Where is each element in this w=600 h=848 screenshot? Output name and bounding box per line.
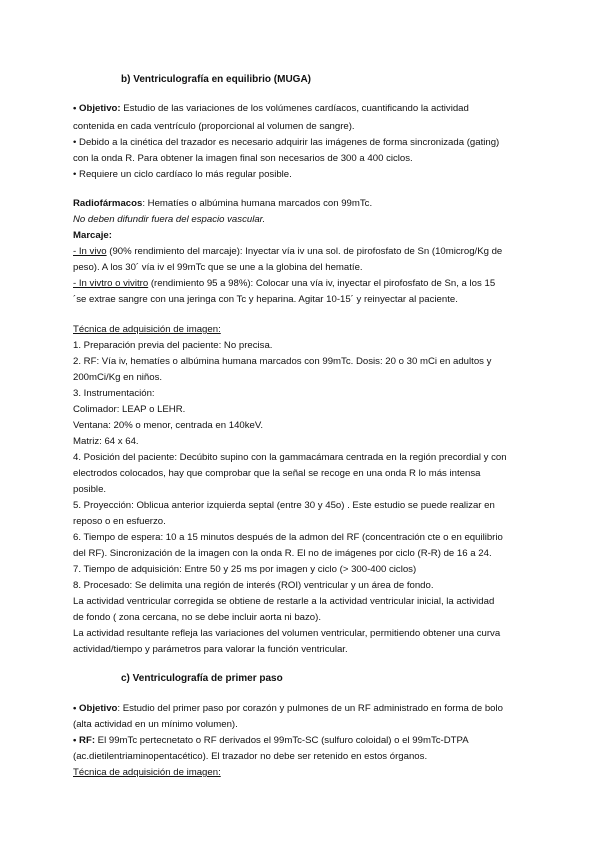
tecnica-item: Ventana: 20% o menor, centrada en 140keV. bbox=[73, 420, 264, 431]
fp-rf-label: • RF: bbox=[73, 735, 96, 746]
radiofarmacos-note: No deben difundir fuera del espacio vascular. bbox=[73, 214, 266, 225]
tecnica-item: 200mCi/Kg en niños. bbox=[73, 372, 163, 383]
radiofarmacos-line bbox=[73, 198, 543, 210]
section-heading-first-pass: c) Ventriculografía de primer paso bbox=[121, 673, 283, 684]
fp-objective-line bbox=[73, 703, 543, 715]
tecnica-item: 8. Procesado: Se delimita una región de interés (ROI) ventricular y un área de fondo. bbox=[73, 580, 434, 591]
invitro-cont: ´se extrae sangre con una jeringa con Tc y heparina. Agitar 10-15´ y reinyectar al paciente. bbox=[73, 294, 458, 305]
tecnica-item: 5. Proyección: Oblicua anterior izquierda septal (entre 30 y 45o) . Este estudio se puede realizar en bbox=[73, 500, 495, 511]
tecnica-item: reposo o en esfuerzo. bbox=[73, 516, 166, 527]
fp-objective-text: : Estudio del primer paso por corazón y pulmones de un RF administrado en forma de bolo bbox=[117, 703, 503, 714]
tecnica-heading: Técnica de adquisición de imagen: bbox=[73, 324, 221, 335]
radiofarmacos-label: Radiofármacos bbox=[73, 198, 143, 209]
invivo-text: (90% rendimiento del marcaje): Inyectar vía iv una sol. de pirofosfato de Sn (10microg/Kg de bbox=[106, 246, 503, 257]
tecnica-item: La actividad ventricular corregida se obtiene de restarle a la actividad ventricular inicial, la actividad bbox=[73, 596, 495, 607]
radiofarmacos-text: : Hematíes o albúmina humana marcados con 99mTc. bbox=[142, 198, 373, 209]
tecnica-item: 3. Instrumentación: bbox=[73, 388, 155, 399]
tecnica-item: de fondo ( zona cercana, no se debe incluir aorta ni bazo). bbox=[73, 612, 321, 623]
tecnica-item: posible. bbox=[73, 484, 107, 495]
tecnica-item: Matriz: 64 x 64. bbox=[73, 436, 139, 447]
tecnica-item: 1. Preparación previa del paciente: No precisa. bbox=[73, 340, 273, 351]
tecnica-item: actividad/tiempo y parámetros para valorar la función ventricular. bbox=[73, 644, 348, 655]
objective-line bbox=[73, 103, 543, 115]
fp-rf-line bbox=[73, 735, 543, 747]
objective-cont: contenida en cada ventrículo (proporcional al volumen de sangre). bbox=[73, 121, 355, 132]
tecnica-item: electrodos colocados, hay que comprobar que la señal se recoge en una onda R lo más intensa bbox=[73, 468, 481, 479]
invitro-label: - In vivtro o vivitro bbox=[73, 278, 149, 289]
tecnica-item: 2. RF: Vía iv, hematíes o albúmina humana marcados con 99mTc. Dosis: 20 o 30 mCi en adultos y bbox=[73, 356, 492, 367]
objective-label: • Objetivo: bbox=[73, 103, 121, 114]
invivo-cont: peso). A los 30´ vía iv el 99mTc que se une a la globina del hematíe. bbox=[73, 262, 363, 273]
fp-tecnica-heading: Técnica de adquisición de imagen: bbox=[73, 767, 221, 778]
tecnica-item: 4. Posición del paciente: Decúbito supino con la gammacámara centrada en la región precordial y con bbox=[73, 452, 507, 463]
tecnica-item: 7. Tiempo de adquisición: Entre 50 y 25 ms por imagen y ciclo (> 300-400 ciclos) bbox=[73, 564, 417, 575]
fp-objective-cont: (alta actividad en un mínimo volumen). bbox=[73, 719, 238, 730]
objective-text: Estudio de las variaciones de los volúmenes cardíacos, cuantificando la actividad bbox=[120, 103, 469, 114]
invitro-text: (rendimiento 95 a 98%): Colocar una vía iv, inyectar el pirofosfato de Sn, a los 15 bbox=[148, 278, 496, 289]
fp-rf-cont: (ac.dietilentriaminopentacético). El trazador no debe ser retenido en estos órganos. bbox=[73, 751, 428, 762]
bullet-gating-a: • Debido a la cinética del trazador es necesario adquirir las imágenes de forma sincronizada (gating) bbox=[73, 137, 500, 148]
marcaje-label: Marcaje: bbox=[73, 230, 112, 241]
fp-objective-label: • Objetivo bbox=[73, 703, 118, 714]
invitro-line bbox=[73, 278, 543, 290]
invivo-line bbox=[73, 246, 543, 258]
tecnica-item: 6. Tiempo de espera: 10 a 15 minutos después de la admon del RF (concentración cte o en equilibrio bbox=[73, 532, 503, 543]
section-heading-muga: b) Ventriculografía en equilibrio (MUGA) bbox=[121, 74, 312, 85]
invivo-label: - In vivo bbox=[73, 246, 107, 257]
bullet-regular-cycle: • Requiere un ciclo cardíaco lo más regular posible. bbox=[73, 169, 292, 180]
tecnica-item: del RF). Sincronización de la imagen con la onda R. El no de imágenes por ciclo (R-R) de 16 a 24. bbox=[73, 548, 492, 559]
fp-rf-text: El 99mTc pertecnetato o RF derivados el 99mTc-SC (sulfuro coloidal) o el 99mTc-DTPA bbox=[95, 735, 469, 746]
tecnica-item: Colimador: LEAP o LEHR. bbox=[73, 404, 186, 415]
tecnica-item: La actividad resultante refleja las variaciones del volumen ventricular, permitiendo obtener una curva bbox=[73, 628, 501, 639]
bullet-gating-b: con la onda R. Para obtener la imagen final son necesarios de 300 a 400 ciclos. bbox=[73, 153, 413, 164]
